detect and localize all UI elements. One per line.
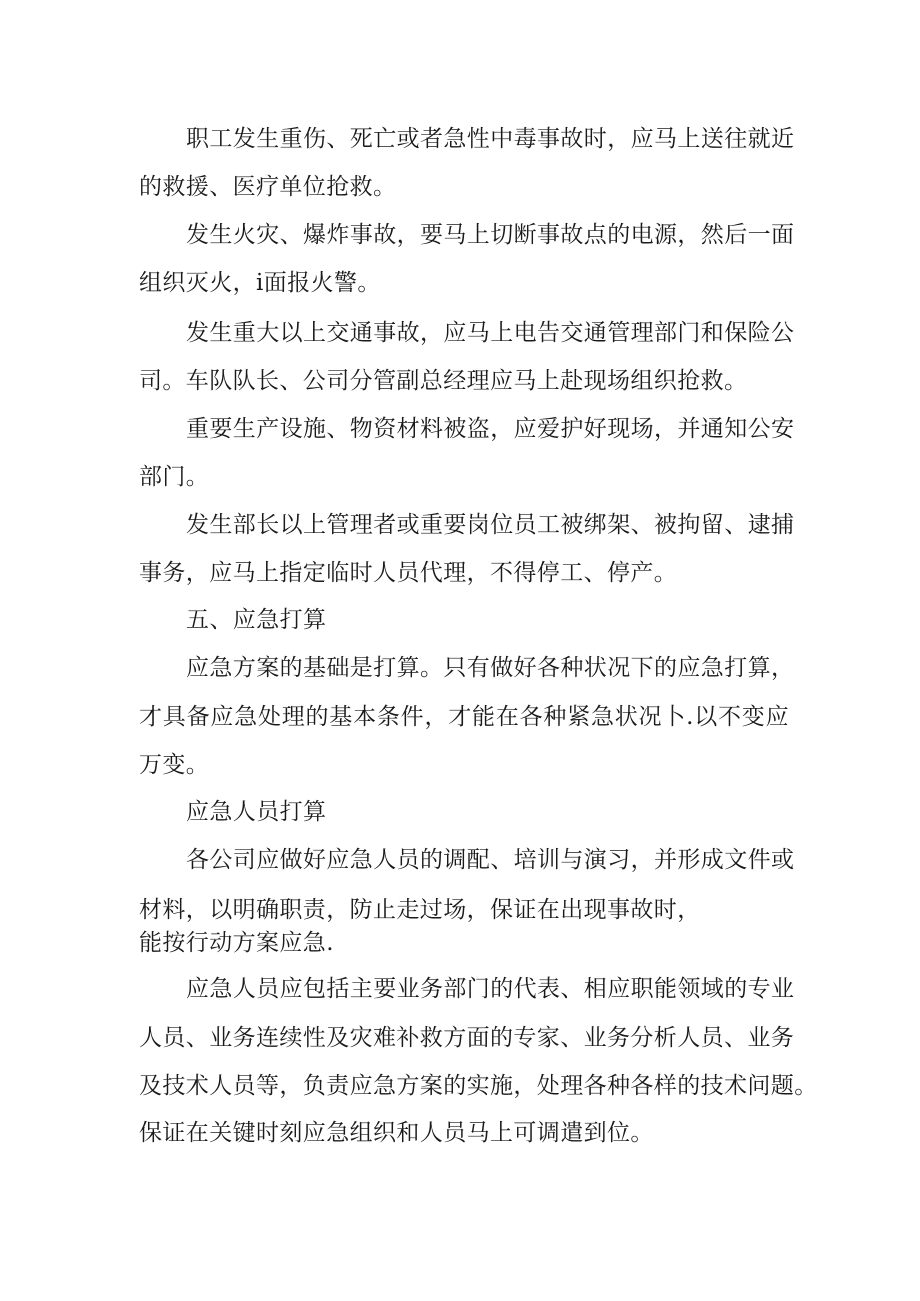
text-line-2: 的救援、医疗单位抢救。 bbox=[139, 174, 397, 200]
subsection-heading: 应急人员打算 bbox=[186, 799, 327, 825]
text-line-6: 司。车队队长、公司分管副总经理应马上赴现场组织抢救。 bbox=[139, 368, 748, 394]
text-line-7: 重要生产设施、物资材料被盗，应爱护好现场，并通知公安 bbox=[186, 416, 795, 442]
text-line-22: 保证在关键时刻应急组织和人员马上可调遣到位。 bbox=[139, 1120, 654, 1146]
section-heading: 五、应急打算 bbox=[186, 607, 327, 633]
text-line-20: 人员、业务连续性及灾难补救方面的专家、业务分析人员、业务 bbox=[139, 1025, 795, 1051]
text-line-10: 事务，应马上指定临时人员代理，不得停工、停产。 bbox=[139, 560, 678, 586]
text-line-1: 职工发生重伤、死亡或者急性中毒事故时，应马上送往就近 bbox=[186, 126, 795, 152]
text-line-9: 发生部长以上管理者或重要岗位员工被绑架、被拘留、逮捕 bbox=[186, 512, 795, 538]
text-line-4: 组织灭火，i面报火警。 bbox=[139, 270, 381, 296]
text-line-3: 发生火灾、爆炸事故，要马上切断事故点的电源，然后一面 bbox=[186, 222, 795, 248]
text-line-18: 能按行动方案应急. bbox=[139, 930, 334, 956]
text-line-19: 应急人员应包括主要业务部门的代表、相应职能领域的专业 bbox=[186, 976, 795, 1002]
text-line-16: 各公司应做好应急人员的调配、培训与演习，并形成文件或 bbox=[186, 847, 795, 873]
text-line-17: 材料，以明确职责，防止走过场，保证在出现事故时， bbox=[139, 897, 701, 923]
text-line-8: 部门。 bbox=[139, 464, 210, 490]
text-line-21: 及技术人员等，负责应急方案的实施，处理各种各样的技术问题。 bbox=[139, 1073, 818, 1099]
text-line-13: 才具备应急处理的基本条件，才能在各种紧急状况卜.以不变应 bbox=[139, 704, 789, 730]
text-line-12: 应急方案的基础是打算。只有做好各种状况下的应急打算， bbox=[186, 655, 795, 681]
text-line-14: 万变。 bbox=[139, 752, 210, 778]
text-line-5: 发生重大以上交通事故，应马上电告交通管理部门和保险公 bbox=[186, 320, 795, 346]
